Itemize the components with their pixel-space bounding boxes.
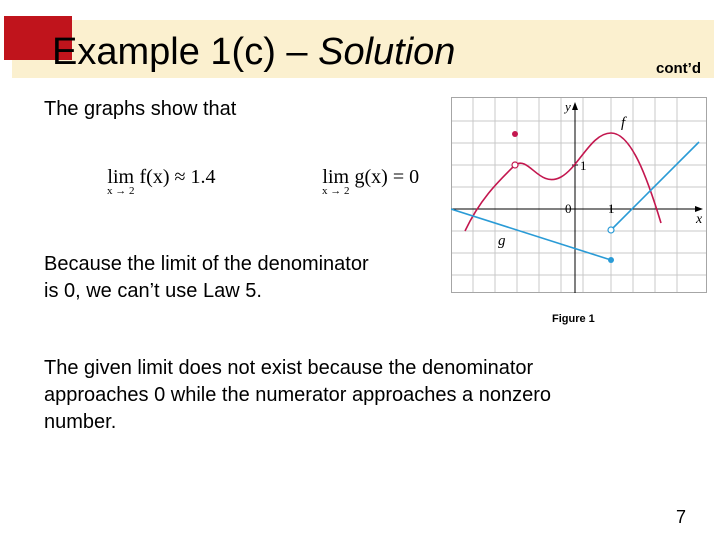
limit-f <box>107 166 215 197</box>
limit-g-expr: g(x) = 0 <box>354 166 420 188</box>
reason-line-1: Because the limit of the denominator <box>44 253 369 275</box>
continued-label: cont’d <box>656 60 701 77</box>
g-open-point <box>608 227 614 233</box>
f-open-point <box>512 162 518 168</box>
y-axis-arrow <box>572 102 578 110</box>
limit-f-expr: f(x) ≈ 1.4 <box>139 166 216 188</box>
label-x-tick-1: 1 <box>608 201 615 216</box>
limit-g-lim: lim <box>322 166 350 188</box>
graph-border <box>452 98 707 293</box>
label-y-axis: y <box>565 99 571 114</box>
reason-text <box>44 251 369 305</box>
title-main: Example 1(c) – <box>52 31 319 73</box>
limit-g <box>322 166 419 197</box>
reason-line-2: is 0, we can’t use Law 5. <box>44 280 262 302</box>
slide-title <box>52 28 455 76</box>
conclusion-line-3: number. <box>44 411 117 433</box>
label-f: f <box>621 115 626 131</box>
label-y-tick-1: 1 <box>580 158 587 173</box>
intro-text: The graphs show that <box>44 98 237 120</box>
graph-grid <box>451 97 707 293</box>
f-filled-point <box>512 131 518 137</box>
conclusion-line-2: approaches 0 while the numerator approaches a nonzero <box>44 384 551 406</box>
graph-figure <box>451 97 707 293</box>
g-filled-point <box>608 257 614 263</box>
label-g: g <box>498 233 506 249</box>
conclusion-text <box>44 355 551 436</box>
page-number: 7 <box>676 507 687 527</box>
limit-f-lim: lim <box>107 166 135 188</box>
title-italic: Solution <box>318 31 456 73</box>
curve-f <box>465 133 661 231</box>
limit-f-sub: x → 2 <box>107 185 135 197</box>
label-x-axis: x <box>696 212 703 227</box>
limit-g-sub: x → 2 <box>322 185 350 197</box>
conclusion-line-1: The given limit does not exist because the denominator <box>44 357 534 379</box>
line-g-left <box>451 209 611 260</box>
label-origin: 0 <box>565 201 572 216</box>
figure-caption: Figure 1 <box>552 313 595 325</box>
